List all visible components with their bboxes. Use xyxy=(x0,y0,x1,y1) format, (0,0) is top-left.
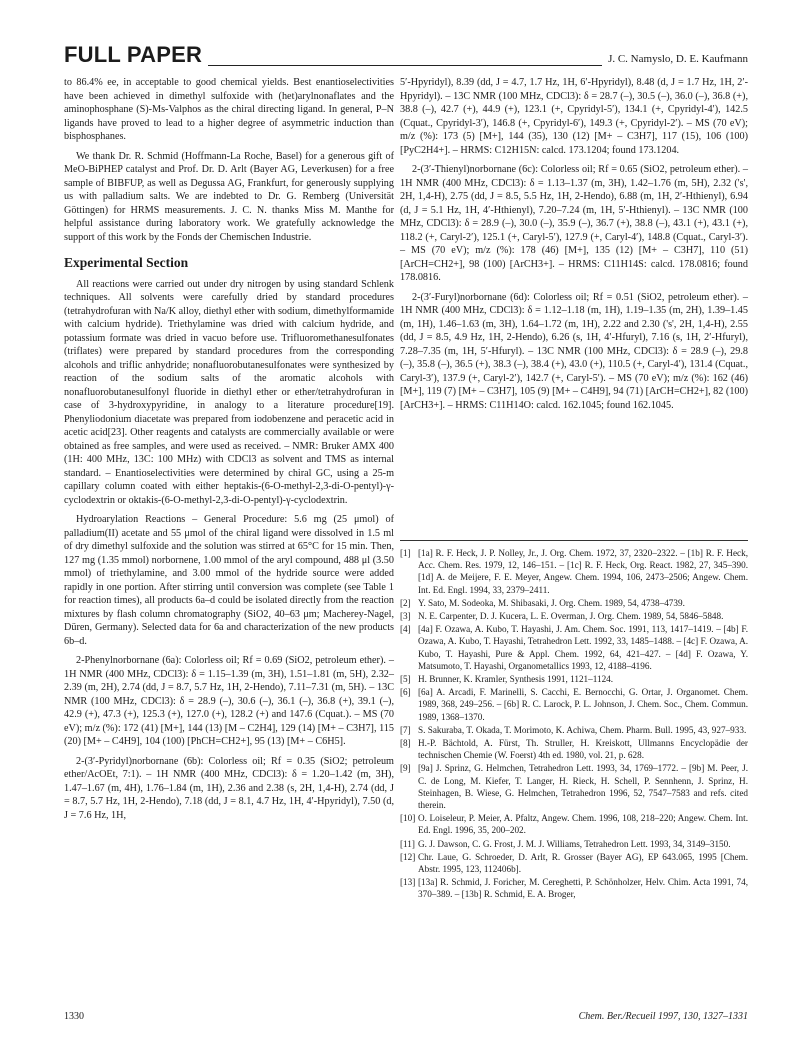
reference-text: [9a] J. Sprinz, G. Helmchen, Tetrahedron Lett. 1993, 34, 1769–1772. – [9b] M. Peer, J. C. de Long, M. Kiefer, T. Langer, H. Rieck, H. Schell, P. Sennhenn, J. Sprinz, H. Steinhagen, B. Wiese, G. Helmchen, Tetrahedron 1996, 52, 7547–7583 and refs. cited therein. xyxy=(418,763,748,811)
journal-citation: Chem. Ber./Recueil 1997, 130, 1327–1331 xyxy=(578,1011,748,1022)
reference-text: Y. Sato, M. Sodeoka, M. Shibasaki, J. Org. Chem. 1989, 54, 4738–4739. xyxy=(418,597,685,608)
reference-item xyxy=(400,838,748,850)
reference-item xyxy=(400,597,748,609)
general-methods-paragraph: All reactions were carried out under dry nitrogen by using standard Schlenk techniques. All solvents were carefully dried by standard procedures (tetrahydrofuran with Na/K alloy, diethyl ether with sodium, dimethylformamide with calcium hydride). Triethylamine was dried with calcium hydride, and potassium formate was dried in vacuo before use. Trifluoromethanesulfonates (triflates) were prepared by standard procedures from the corresponding alcohols and triflic anhydride; nonafluorobutanesulfonates were synthesized by reaction of the sodium salts of the aromatic alcohols with nonafluorobutanesulfonyl fluoride in diethyl ether or ether/tetrahydrofuran in case of 3-hydroxypyridine, in analogy to a literature procedure[19]. Phenyliodonium diacetate was prepared from iodobenzene and peracetic acid in acetic acid[23]. Other reagents and catalysts are commercially available or were obtained as free samples, and were used as received. – NMR: Bruker AMX 400 (1H: 400 MHz, 13C: 100 MHz) with CDCl3 as solvent and TMS as internal standard. – Enantioselectivities were determined by chiral GC, using a 25-m capillary column coated with either heptakis-(6-O-methyl-2,3-di-O-pentyl)-γ-cyclodextrin or oktakis-(6-O-methyl-2,3-di-O-pentyl)-γ-cyclodextrin. xyxy=(64,278,394,506)
reference-number: [2] xyxy=(400,597,411,608)
compound-6c-paragraph: 2-(3′-Thienyl)norbornane (6c): Colorless oil; Rf = 0.65 (SiO2, petroleum ether). – 1H NMR (400 MHz, CDCl3): δ = 1.13–1.37 (m, 3H), 1.42–1.76 (m, 5H), 2.32 ('s', 2H, 1,4-H), 2.75 (dd, J = 8.5, 5.5 Hz, 1H, 2-Hendo), 6.88 (m, 1H, 2′-Hthienyl), 6.94 (d, J = 5.1 Hz, 1H, 4′-Hthienyl), 7.20–7.24 (m, 1H, 5′-Hthienyl). – 13C NMR (100 MHz, CDCl3): δ = 28.9 (–), 30.0 (–), 35.9 (–), 36.7 (+), 38.8 (–), 43.1 (+), 43.1 (+), 118.2 (+, Caryl-2′), 125.1 (+, Caryl-5′), 127.9 (+, Caryl-4′), 148.8 (Cquat., Caryl-3′). – MS (70 eV); m/z (%): 178 (46) [M+], 135 (12) [M+ – C3H7], 110 (51) [ArCH=CH2+], 98 (100) [ArCH3+]. – HRMS: C11H14S: calcd. 178.0816; found 178.0816. xyxy=(400,164,748,283)
reference-number: [5] xyxy=(400,674,411,685)
reference-number: [4] xyxy=(400,624,411,635)
reference-item xyxy=(400,673,748,685)
procedure-paragraph: Hydroarylation Reactions – General Procedure: 5.6 mg (25 μmol) of palladium(II) acetate and 55 μmol of the chiral ligand were dissolved in 1.5 ml of dry dimethyl sulfoxide and the solution was stirred at 65°C for 15 min. Then, 127 mg (1.35 mmol) norbornene, 1.00 mmol of the aryl compound, 488 μl (3.50 mmol) of triethylamine, and 3.00 mmol of the hydride source were added rapidly in one portion. After stirring until conversion was complete (see Table 1 for reaction times), all products 6a–d could be isolated directly from the reaction mixtures by flash column chromatography (SiO2, 40–63 μm; Macherey-Nagel, Düren, Germany). Selected data for 6a and characterization of the new products 6b–d. xyxy=(64,514,394,647)
reference-item xyxy=(400,812,748,836)
page-header xyxy=(64,40,748,66)
reference-list xyxy=(400,540,748,902)
page-number: 1330 xyxy=(64,1011,84,1022)
reference-item xyxy=(400,876,748,900)
conclusion-paragraph: to 86.4% ee, in acceptable to good chemical yields. Best enantioselectivities have been achieved in dimethyl sulfoxide with (het)arylnonaflates and the aminophosphane (S)-Ms-Valphos as the chiral directing ligand. In general, P–N ligands have proved to lead to a higher degree of asymmetric induction than bisphosphanes. xyxy=(64,77,394,142)
reference-item xyxy=(400,724,748,736)
reference-number: [11] xyxy=(400,838,415,849)
running-authors: J. C. Namyslo, D. E. Kaufmann xyxy=(608,53,748,65)
compound-6b-paragraph: 2-(3′-Pyridyl)norbornane (6b): Colorless oil; Rf = 0.35 (SiO2; petroleum ether/AcOEt, 7:1). – 1H NMR (400 MHz, CDCl3): δ = 1.20–1.42 (m, 3H), 1.47–1.67 (m, 4H), 1.76–1.84 (m, 1H), 2.36 and 2.38 (s, 2H, 1,4-H), 2.74 (dd, J = 8.7, 5.7 Hz, 1H, 2-Hendo), 7.18 (dd, J = 8.1, 4.7 Hz, 1H, 4′-Hpyridyl), 7.50 (d, J = 7.6 Hz, 1H, xyxy=(64,755,394,821)
reference-text: N. E. Carpenter, D. J. Kucera, L. E. Overman, J. Org. Chem. 1989, 54, 5846–5848. xyxy=(418,611,724,622)
reference-number: [8] xyxy=(400,738,411,749)
reference-text: O. Loiseleur, P. Meier, A. Pfaltz, Angew. Chem. 1996, 108, 218–220; Angew. Chem. Int. Ed. Engl. 1996, 35, 200–202. xyxy=(418,813,748,836)
reference-number: [1] xyxy=(400,548,411,558)
reference-number: [3] xyxy=(400,611,411,622)
reference-text: Chr. Laue, G. Schroeder, D. Arlt, R. Grosser (Bayer AG), EP 643.065, 1995 [Chem. Abstr. 1995, 123, 112406b]. xyxy=(418,851,748,875)
reference-number: [12] xyxy=(400,851,416,862)
reference-number: [9] xyxy=(400,763,411,774)
acknowledgement-paragraph: We thank Dr. R. Schmid (Hoffmann-La Roche, Basel) for a generous gift of MeO-BiPHEP catalyst and Prof. Dr. D. Arlt (Bayer AG, Leverkusen) for a free sample of BIBFUP, as well as Degussa AG, Frankfurt, for generously supplying us with palladium salts. We are indebted to Dr. G. Remberg (Universität Göttingen) for HRMS measurements. J. C. N. thanks Miss M. Manthe for helpful assistance during laboratory work. We gratefully acknowledge the support of this work by the Fonds der Chemischen Industrie. xyxy=(64,150,394,243)
reference-number: [6] xyxy=(400,687,411,698)
reference-text: H.-P. Bächtold, A. Fürst, Th. Struller, H. Kreiskott, Ullmanns Encyclopädie der technischen Chemie (W. Foerst) 4th ed. 1980, vol. 21, p. 628. xyxy=(418,738,748,761)
reference-item xyxy=(400,851,748,875)
reference-text: [13a] R. Schmid, J. Foricher, M. Cereghetti, P. Schönholzer, Helv. Chim. Acta 1991, 74, 370–389. – [13b] R. Schmid, E. A. Broger, xyxy=(418,877,748,900)
reference-item xyxy=(400,737,748,761)
reference-text: S. Sakuraba, T. Okada, T. Morimoto, K. Achiwa, Chem. Pharm. Bull. 1995, 43, 927–933. xyxy=(418,724,747,735)
reference-item xyxy=(400,686,748,723)
reference-text: [1a] R. F. Heck, J. P. Nolley, Jr., J. Org. Chem. 1972, 37, 2320–2322. – [1b] R. F. Heck, Acc. Chem. Res. 1979, 12, 146–151. – [1c] R. F. Heck, Org. React. 1982, 27, 345–390. [1d] A. de Meijere, F. E. Meyer, Angew. Chem. 1994, 106, 2473–2506; Angew. Chem. Int. Ed. Engl. 1994, 33, 2379–2411. xyxy=(418,548,748,595)
compound-6b-continued: 5′-Hpyridyl), 8.39 (dd, J = 4.7, 1.7 Hz, 1H, 6′-Hpyridyl), 8.48 (d, J = 1.7 Hz, 1H, 2′-Hpyridyl). – 13C NMR (100 MHz, CDCl3): δ = 28.7 (–), 30.5 (–), 36.0 (–), 36.8 (+), 38.8 (–), 42.7 (+), 44.9 (+), 123.1 (+, Cpyridyl-5′), 134.1 (+, Cpyridyl-4′), 142.5 (Cquat., Cpyridyl-3′), 146.8 (+, Cpyridyl-6′), 149.3 (+, Cpyridyl-2′). – MS (70 eV); m/z (%): 173 (5) [M+], 144 (35), 130 (12) [M+ – C3H7], 117 (15), 106 (100) [PyC2H4+]. – HRMS: C12H15N: calcd. 173.1204; found 173.1204. xyxy=(400,77,748,156)
reference-text: H. Brunner, K. Kramler, Synthesis 1991, 1121–1124. xyxy=(418,674,614,685)
reference-item xyxy=(400,762,748,811)
reference-number: [13] xyxy=(400,877,416,888)
reference-item xyxy=(400,623,748,672)
right-column xyxy=(400,76,748,412)
section-heading: Experimental Section xyxy=(64,255,189,270)
reference-number: [10] xyxy=(400,813,416,824)
reference-number: [7] xyxy=(400,724,411,735)
article-type: FULL PAPER xyxy=(64,42,203,67)
page-footer xyxy=(64,1011,748,1022)
reference-item xyxy=(400,547,748,596)
compound-6d-paragraph: 2-(3′-Furyl)norbornane (6d): Colorless oil; Rf = 0.51 (SiO2, petroleum ether). – 1H NMR (400 MHz, CDCl3): δ = 1.12–1.18 (m, 1H), 1.19–1.35 (m, 2H), 1.39–1.45 (m, 1H), 1.46–1.63 (m, 3H), 1.64–1.72 (m, 1H), 2.22 and 2.30 ('s', 2H, 1,4-H), 2.55 (dd, J = 8.5, 4.9 Hz, 1H, 2-Hendo), 6.26 (s, 1H, 4′-Hfuryl), 7.16 (s, 1H, 2′-Hfuryl), 7.28–7.35 (m, 1H, 5′-Hfuryl). – 13C NMR (100 MHz, CDCl3): δ = 28.9 (–), 29.8 (–), 35.8 (–), 36.5 (+), 38.3 (–), 38.4 (+), 43.0 (+), 110.5 (+, Caryl-4′), 131.4 (Cquat., Caryl-3′), 137.9 (+, Caryl-2′), 142.7 (+, Caryl-5′). – MS (70 eV); m/z (%): 162 (46) [M+], 119 (7) [M+ – C3H7], 105 (9) [M+ – C4H9], 94 (71) [ArCH=CH2+], 82 (100) [ArCH3+]. – HRMS: C11H14O: calcd. 162.1045; found 162.1045. xyxy=(400,291,748,411)
compound-6a-paragraph: 2-Phenylnorbornane (6a): Colorless oil; Rf = 0.69 (SiO2, petroleum ether). – 1H NMR (400 MHz, CDCl3): δ = 1.15–1.39 (m, 3H), 1.51–1.81 (m, 5H), 2.32–2.39 (m, 2H), 2.74 (dd, J = 8.7, 5.7 Hz, 1H, 2-Hendo), 7.11–7.31 (m, 5H). – 13C NMR (100 MHz, CDCl3): δ = 28.9 (–), 30.6 (–), 36.1 (–), 36.8 (+), 39.1 (–), 42.9 (+), 47.3 (+), 125.3 (+), 127.0 (+), 128.2 (+) and 147.6 (Cquat.). – MS (70 eV); m/z (%): 172 (41) [M+], 144 (13) [M – C2H4], 129 (14) [M+ – C3H7], 115 (20) [M+ – C4H9], 104 (100) [PhCH=CH2+], 95 (13) [M+ – C6H5]. xyxy=(64,655,394,747)
reference-text: G. J. Dawson, C. G. Frost, J. M. J. Williams, Tetrahedron Lett. 1993, 34, 3149–3150. xyxy=(418,838,731,849)
reference-item xyxy=(400,610,748,622)
reference-text: [4a] F. Ozawa, A. Kubo, T. Hayashi, J. Am. Chem. Soc. 1991, 113, 1417–1419. – [4b] F. Ozawa, A. Kubo, T. Hayashi, Tetrahedron Lett. 1992, 33, 1485–1488. – [4c] F. Ozawa, A. Kubo, T. Hayashi, Pure & Appl. Chem. 1992, 64, 421–427. – [4d] F. Ozawa, Y. Matsumoto, T. Hayashi, Organometallics 1993, 12, 4188–4196. xyxy=(418,624,748,671)
header-rule xyxy=(208,47,602,66)
left-column xyxy=(64,76,394,822)
reference-text: [6a] A. Arcadi, F. Marinelli, S. Cacchi, E. Bernocchi, G. Ortar, J. Organomet. Chem. 1989, 368, 249–256. – [6b] R. C. Larock, P. L. Johnson, J. Chem. Soc., Chem. Commun. 1989, 1368–1370. xyxy=(418,687,748,722)
